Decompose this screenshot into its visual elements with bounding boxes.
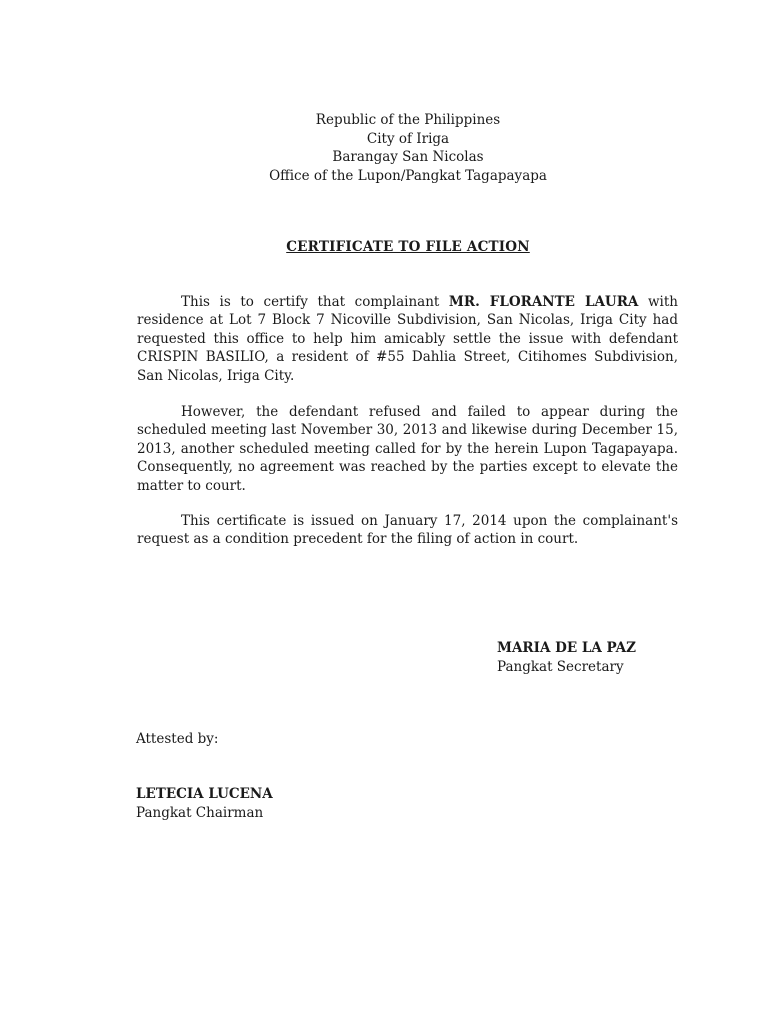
header-office: Office of the Lupon/Pangkat Tagapayapa [269,167,547,184]
attested-by-label: Attested by: [136,731,219,747]
document-header [0,111,768,185]
paragraph-certification-rest: with residence at Lot 7 Block 7 Nicoville Subdivision, San Nicolas, Iriga City had requested this office to help him amicably settle the issue with defendant CRISPIN BASILIO, a resident of #55 Dahlia Street, Citihomes Subdivision, San Nicolas, Iriga City. [137,294,678,384]
chairman-signature-block [136,785,273,823]
paragraph-issuance [137,512,678,549]
document-title [0,239,768,255]
document-title-text: CERTIFICATE TO FILE ACTION [286,239,530,255]
complainant-name: MR. FLORANTE LAURA [448,294,639,310]
paragraph-issuance-text: This certificate is issued on January 17, 2014 upon the complainant's request as a condition precedent for the filing of action in court. [137,513,678,548]
secretary-signature-block [497,639,636,677]
chairman-title: Pangkat Chairman [136,805,264,821]
header-city: City of Iriga [366,130,450,147]
header-barangay: Barangay San Nicolas [332,149,484,165]
paragraph-defendant-refusal [137,403,678,495]
paragraph-certification-lead: This is to certify that complainant [181,294,449,310]
chairman-name: LETECIA LUCENA [136,786,273,802]
secretary-title: Pangkat Secretary [497,659,624,675]
paragraph-defendant-refusal-text: However, the defendant refused and failed to appear during the scheduled meeting last November 30, 2013 and likewise during December 15, 2013, another scheduled meeting called for by the herein Lupon Tagapayapa. Consequently, no agreement was reached by the parties except to elevate the matter to court. [137,404,678,494]
header-republic: Republic of the Philippines [315,112,501,128]
paragraph-certification [137,293,678,385]
secretary-name: MARIA DE LA PAZ [497,640,636,656]
